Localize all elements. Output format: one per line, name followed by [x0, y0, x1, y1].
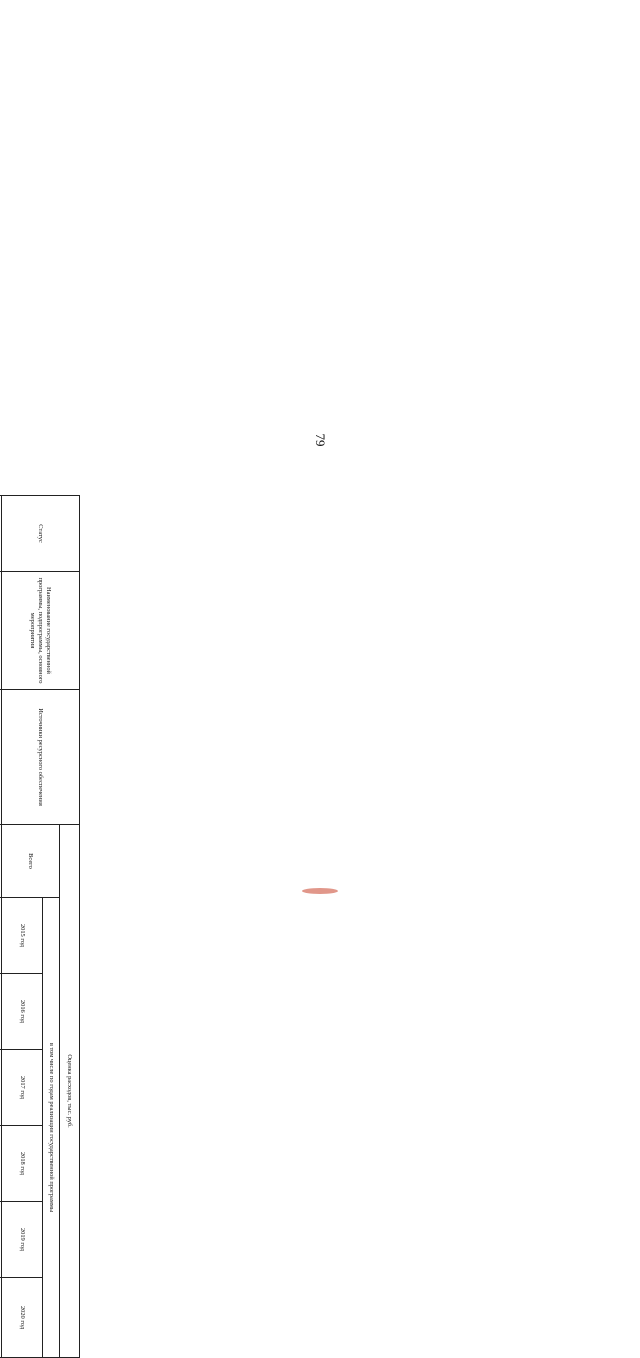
header-total: Всего — [2, 825, 60, 898]
header-estimate: Оценка расходов, тыс. руб. — [60, 825, 80, 1358]
year-cell — [0, 1202, 2, 1278]
header-name: Наименование государственной программы, подпрограммы, основного мероприятия — [2, 572, 80, 690]
header-year: 2019 год — [2, 1202, 43, 1278]
year-cell — [0, 974, 2, 1050]
header-source: Источники ресурсного обеспечения — [2, 690, 80, 825]
header-year: 2017 год — [2, 1050, 43, 1126]
header-year: 2018 год — [2, 1126, 43, 1202]
program-name-cell — [0, 572, 2, 690]
table-row — [0, 496, 2, 1358]
budget-table — [0, 495, 80, 1358]
page-number: 79 — [313, 433, 328, 447]
header-by-years: в том числе по годам реализации государственной программы — [43, 898, 60, 1358]
stamp-mark — [302, 888, 338, 894]
header-year: 2015 год — [2, 898, 43, 974]
header-year: 2016 год — [2, 974, 43, 1050]
header-year: 2020 год — [2, 1278, 43, 1358]
year-cell — [0, 1050, 2, 1126]
header-status: Статус — [2, 496, 80, 572]
header-row-1 — [60, 496, 80, 1358]
year-cell — [0, 898, 2, 974]
status-cell — [0, 496, 2, 572]
source-cell — [0, 690, 2, 825]
year-cell — [0, 1278, 2, 1358]
rotated-table-container — [0, 495, 80, 1357]
year-cell — [0, 1126, 2, 1202]
total-cell — [0, 825, 2, 898]
